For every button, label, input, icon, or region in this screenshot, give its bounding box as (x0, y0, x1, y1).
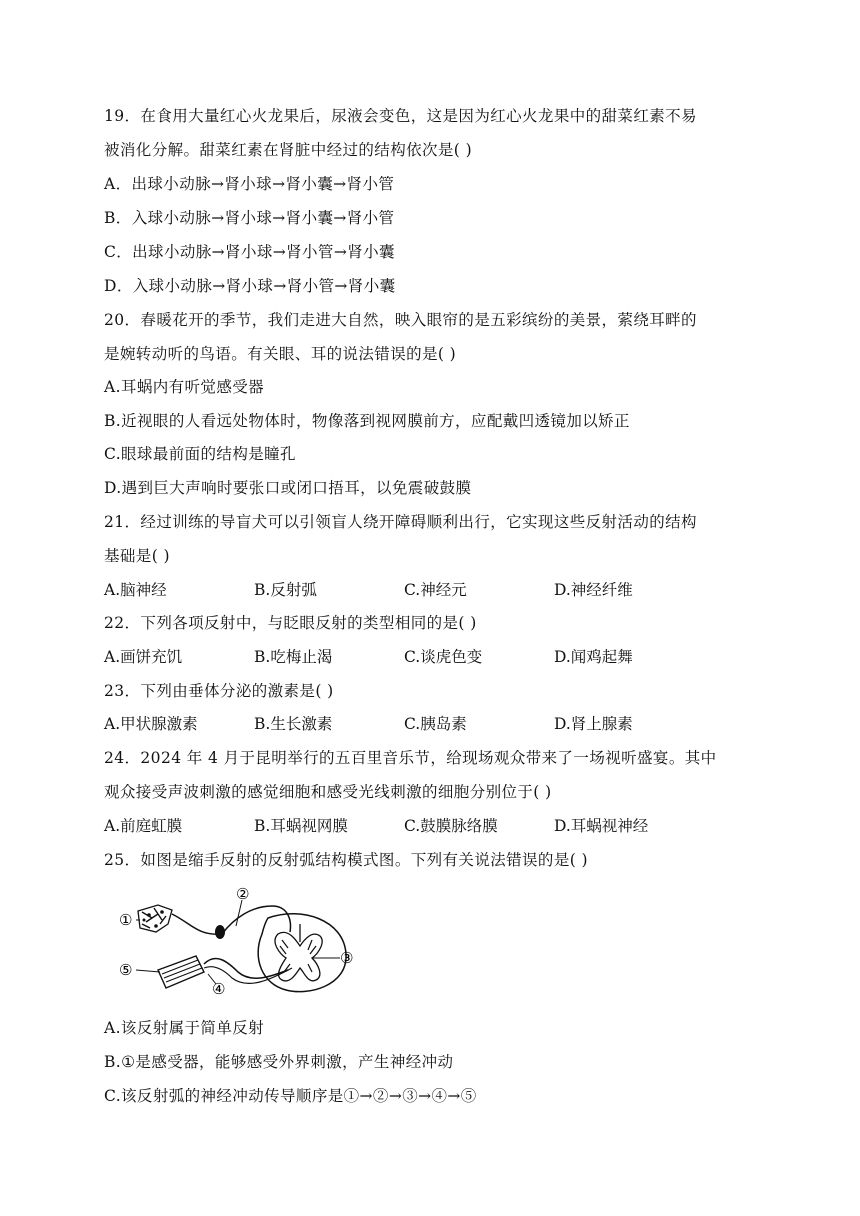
ganglion-shape (215, 925, 225, 939)
q21-stem-line1: 21．经过训练的导盲犬可以引领盲人绕开障碍顺利出行，它实现这些反射活动的结构 (104, 513, 697, 531)
q19-stem-line2: 被消化分解。甜菜红素在肾脏中经过的结构依次是( ) (104, 141, 473, 159)
q22-stem-line1: 22．下列各项反射中，与眨眼反射的类型相同的是( ) (104, 614, 477, 632)
q20-option-b: B.近视眼的人看远处物体时，物像落到视网膜前方，应配戴凹透镜加以矫正 (104, 412, 630, 430)
q25-option-c: C.该反射弧的神经冲动传导顺序是①→②→③→④→⑤ (104, 1087, 477, 1105)
q19-option-c: C．出球小动脉→肾小球→肾小管→肾小囊 (104, 243, 395, 261)
q24-option-d: D.耳蜗视神经 (554, 817, 649, 835)
q23-option-c: C.胰岛素 (404, 715, 467, 733)
q22-option-a: A.画饼充饥 (104, 648, 183, 666)
reflex-arc-diagram (112, 884, 362, 998)
q20-option-a: A.耳蜗内有听觉感受器 (104, 378, 265, 396)
diagram-label-5: ⑤ (119, 961, 133, 979)
effector-shape (158, 956, 204, 988)
diagram-label-3: ③ (340, 949, 354, 967)
q19-option-a: A．出球小动脉→肾小球→肾小囊→肾小管 (104, 175, 395, 193)
q24-stem-line1: 24．2024 年 4 月于昆明举行的五百里音乐节，给现场观众带来了一场视听盛宴。其中 (104, 749, 717, 767)
q19-option-b: B．入球小动脉→肾小球→肾小囊→肾小管 (104, 209, 395, 227)
q25-option-b: B.①是感受器，能够感受外界刺激，产生神经冲动 (104, 1053, 454, 1071)
q25-option-a: A.该反射属于简单反射 (104, 1019, 265, 1037)
q24-option-b: B.耳蜗视网膜 (254, 817, 348, 835)
q19-option-d: D．入球小动脉→肾小球→肾小管→肾小囊 (104, 277, 396, 295)
q22-option-d: D.闻鸡起舞 (554, 648, 633, 666)
q19-stem-line1: 19．在食用大量红心火龙果后，尿液会变色，这是因为红心火龙果中的甜菜红素不易 (104, 107, 697, 125)
q23-option-d: D.肾上腺素 (554, 715, 633, 733)
q22-option-c: C.谈虎色变 (404, 648, 483, 666)
q21-option-a: A.脑神经 (104, 581, 167, 599)
q20-stem-line2: 是婉转动听的鸟语。有关眼、耳的说法错误的是( ) (104, 345, 457, 363)
q21-stem-line2: 基础是( ) (104, 547, 170, 565)
q23-option-a: A.甲状腺激素 (104, 715, 198, 733)
q22-option-b: B.吃梅止渴 (254, 648, 333, 666)
q21-option-d: D.神经纤维 (554, 581, 633, 599)
q23-stem-line1: 23．下列由垂体分泌的激素是( ) (104, 682, 334, 700)
spinal-cord-shape (258, 914, 346, 992)
q23-option-b: B.生长激素 (254, 715, 333, 733)
diagram-label-2: ② (236, 885, 250, 903)
q20-stem-line1: 20．春暖花开的季节，我们走进大自然，映入眼帘的是五彩缤纷的美景，萦绕耳畔的 (104, 311, 697, 329)
q20-option-d: D.遇到巨大声响时要张口或闭口捂耳，以免震破鼓膜 (104, 479, 472, 497)
diagram-label-4: ④ (212, 980, 226, 998)
q24-stem-line2: 观众接受声波刺激的感觉细胞和感受光线刺激的细胞分别位于( ) (104, 783, 552, 801)
receptor-shape (138, 905, 172, 932)
q24-option-a: A.前庭虹膜 (104, 817, 183, 835)
q20-option-c: C.眼球最前面的结构是瞳孔 (104, 445, 296, 463)
diagram-label-1: ① (119, 911, 133, 929)
q25-stem-line1: 25．如图是缩手反射的反射弧结构模式图。下列有关说法错误的是( ) (104, 851, 588, 869)
q21-option-b: B.反射弧 (254, 581, 317, 599)
q24-option-c: C.鼓膜脉络膜 (404, 817, 498, 835)
q21-option-c: C.神经元 (404, 581, 467, 599)
